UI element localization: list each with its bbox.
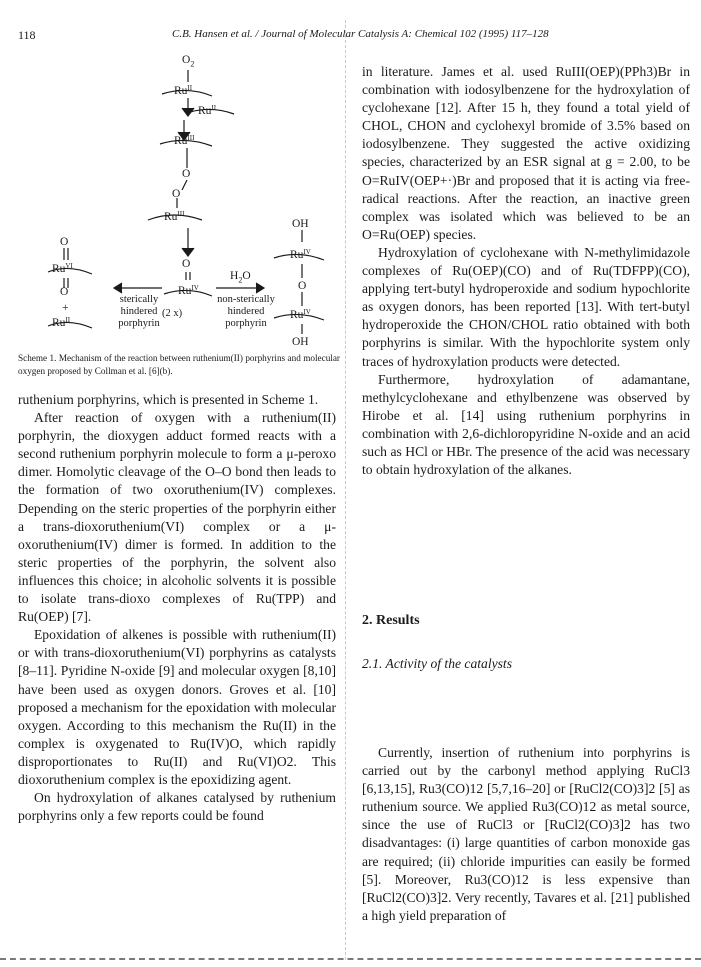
left-column-text [18,391,336,825]
running-header: C.B. Hansen et al. / Journal of Molecular Catalysis A: Chemical 102 (1995) 117–128 [172,28,549,40]
scheme-oh-bottom-label: OH [292,336,309,348]
scheme-sterically-hindered-label: sterically hindered porphyrin [118,294,160,329]
right-paragraph-2: Hydroxylation of cyclohexane with N-methylimidazole complexes of Ru(OEP)(CO) and of Ru(TDFPP)(CO), applying tert-butyl hydroperoxide and sodium hypochlorite as oxygen donors, has been reported [13]. With tert-butyl hydroperoxide the CHON/CHOL ratio obtained with both porphyrins is similar. With the hypochlorite system only traces of hydroxylation products were detected. [362,244,690,369]
right-column-text-top [362,63,690,479]
scheme-oh-top-label: OH [292,218,309,230]
scheme-peroxo-o2: O [172,188,181,200]
left-paragraph-2: After reaction of oxygen with a ruthenium(II) porphyrin, the dioxygen adduct formed reacts with a second ruthenium porphyrin molecule to form a μ-peroxo dimer. Homolytic cleavage of the O–O bond then leads to the formation of two oxoruthenium(IV) complexes. Depending on the steric properties of the porphyrin either a trans-dioxoruthenium(VI) complex or a μ-oxoruthenium(IV) dimer is formed. In addition to the steric properties of the porphyrin, the solvent also influences this choice; in alcoholic solvents it is possible to isolate trans-dioxo complexes of Ru(TPP) and Ru(OEP) [7]. [18,410,336,625]
scheme-oxo-o-label: O [182,258,191,270]
scheme-o2-label: $O_2$ [182,54,195,69]
page-number: 118 [18,28,36,42]
scheme-ru-iv-bottom-label: $Ru^{IV}$ [290,308,311,321]
scheme-dioxo-top-o: O [60,236,69,248]
left-paragraph-4: On hydroxylation of alkanes catalysed by ruthenium porphyrins only a few reports could be found [18,790,336,824]
page-bottom-edge [0,958,701,960]
left-paragraph-1: ruthenium porphyrins, which is presented in Scheme 1. [18,392,319,407]
scheme-caption: Scheme 1. Mechanism of the reaction between ruthenium(II) porphyrins and molecular oxygen proposed by Collman et al. [6](b). [18,353,340,376]
left-paragraph-3: Epoxidation of alkenes is possible with ruthenium(II) or with trans-dioxoruthenium(VI) porphyrins as catalysts [8–11]. Pyridine N-oxide [9] and molecular oxygen [8,10] have been used as oxygen donors. Groves et al. [10] proposed a mechanism for the epoxidation with molecular oxygen. According to this mechanism the Ru(II) in the complex is oxygenated to Ru(IV)O, which rapidly disproportionates to Ru(II) and Ru(VI)O2. This dioxoruthenium complex is the epoxidizing agent. [18,627,336,787]
scheme-mu-oxo-o-label: O [298,280,307,292]
scheme-ru-ii-product-label: $Ru^{II}$ [52,316,71,329]
page-fold-line [345,20,346,960]
scheme-ru-vi-label: $Ru^{VI}$ [52,262,73,275]
right-column-text-bottom [362,744,690,925]
scheme-ru-iv-oxo-label: $Ru^{IV}$ [178,284,199,297]
right-paragraph-4: Currently, insertion of ruthenium into porphyrins is carried out by the carbonyl method applying RuCl3 [6,13,15], Ru3(CO)12 [5,7,16–20] or [RuCl2(CO)3]2 [5] as ruthenium source. We applied Ru3(CO)12 as metal source, since the use of RuCl3 or [RuCl2(CO)3]2 has two disadvantages: (i) large quantities of carbon monoxide gas are required; (ii) chloride impurities can easily be formed [5]. Moreover, Ru3(CO)12 is less expensive than [RuCl2(CO)3]2. Very recently, Tavares et al. [21] published a high yield preparation of [362,745,690,923]
scheme-ru-iii-top-label: $Ru^{III}$ [174,134,195,147]
scheme-water-label: $H_2O$ [230,270,251,285]
scheme-two-x-label: (2 x) [162,308,183,319]
scheme-non-sterically-hindered-label: non-sterically hindered porphyrin [217,294,275,329]
subsection-heading-activity: 2.1. Activity of the catalysts [362,656,513,671]
scheme-1-diagram [12,50,342,350]
section-heading-results: 2. Results [362,613,420,628]
right-paragraph-3: Furthermore, hydroxylation of adamantane, methylcyclohexane and ethylbenzene was observed by Hirobe et al. [14] using ruthenium porphyrins in combination with 2,6-dichloropyridine N-oxide and an acid such as HCl or HBr. The presence of the acid was necessary to obtain hydroxylation of the alkanes. [362,371,690,478]
right-paragraph-1: in literature. James et al. used RuIII(OEP)(PPh3)Br in combination with iodosylbenzene for the hydroxylation of cyclohexane [12]. After 15 h, they found a total yield of CHOL, CHON and cyclohexyl bromide of 3.5% based on iodosylbenzene. They suggested the active oxidizing species, characterized by an ESR signal at g = 2.00, to be O=RuIV(OEP+·)Br and proposed that it is acting via free-radical reactions. After the reaction, an inactive green complex was isolated which was believed to be an O=Ru(OEP) species. [362,64,690,242]
scheme-dioxo-bottom-o: O [60,286,69,298]
scheme-ru-ii-label: $Ru^{II}$ [174,84,193,97]
scheme-peroxo-o1: O [182,168,191,180]
scheme-ru-ii-second-label: $Ru^{II}$ [198,104,217,117]
scheme-ru-iii-bottom-label: $Ru^{III}$ [164,210,185,223]
scheme-ru-iv-top-label: $Ru^{IV}$ [290,248,311,261]
scheme-plus-sign: + [62,302,69,314]
